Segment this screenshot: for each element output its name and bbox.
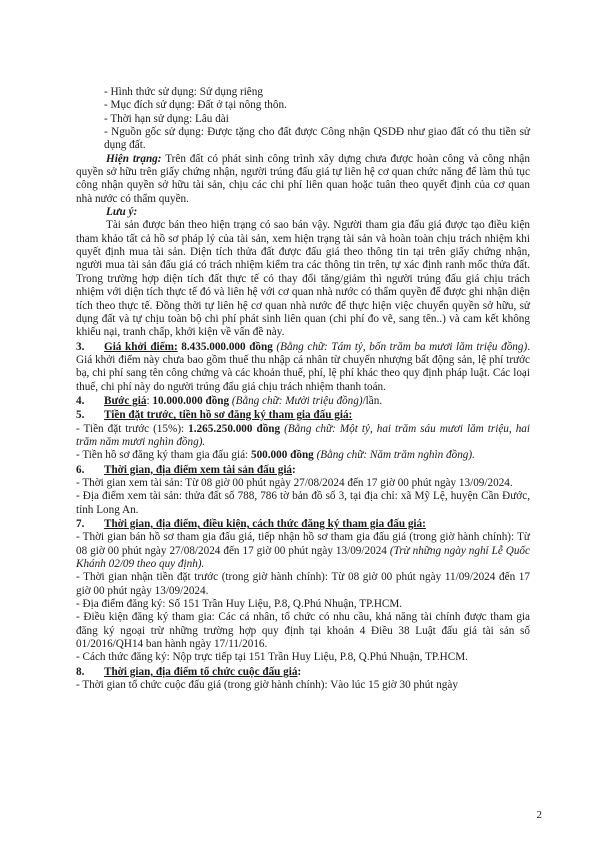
deposit-line: - Tiền đặt trước (15%): 1.265.250.000 đồng (Bằng chữ: Một tỷ, hai trăm sáu mươi lăm triệu, hai trăm năm mươi nghìn đồng). — [76, 422, 530, 448]
auction-time-line: - Thời gian tổ chức cuộc đấu giá (trong giờ hành chính): Vào lúc 15 giờ 30 phút ngày — [76, 679, 458, 692]
section-6-viewing-title: 6. Thời gian, địa điểm xem tài sản đấu giá: — [76, 463, 296, 476]
viewing-location-line: - Địa điểm xem tài sản: thửa đất số 788, 786 tờ bản đồ số 3, tại địa chỉ: xã Mỹ Lệ, huyện Cần Đước, tỉnh Long An. — [76, 490, 530, 516]
usage-form-item: - Hình thức sử dụng: Sử dụng riêng — [104, 86, 263, 98]
dossier-fee-amount: 500.000 đồng — [250, 449, 314, 462]
deposit-amount: 1.265.250.000 đồng — [188, 422, 281, 435]
dossier-sale-time-line: - Thời gian bán hồ sơ tham gia đấu giá, tiếp nhận hồ sơ tham gia đấu giá (trong giờ hành chính): Từ 08 giờ 00 phút ngày 27/08/2024 đến 17 giờ 00 phút ngày 13/09/2024 (Trừ những ngày nghỉ Lễ Quốc Khánh 02/09 theo quy định). — [76, 531, 530, 571]
usage-term-item: - Thời hạn sử dụng: Lâu dài — [104, 112, 229, 125]
usage-origin-item: - Nguồn gốc sử dụng: Được tặng cho đất được Công nhận QSDĐ như giao đất có thu tiền sử dụng đất. — [104, 126, 530, 152]
registration-location-line: - Địa điểm đăng ký: Số 151 Trần Huy Liệu, P.8, Q.Phú Nhuận, TP.HCM. — [76, 598, 403, 611]
deposit-words: (Bằng chữ: Một tỷ, hai trăm sáu mươi lăm triệu, hai trăm năm mươi nghìn đồng). — [76, 422, 530, 448]
section-3-title: Giá khởi điểm: — [104, 340, 178, 353]
starting-price-text: . Giá khởi điểm này chưa bao gồm thuế thu nhập cá nhân từ chuyển nhượng bất động sản, lệ phí trước bạ, chi phí sang tên công chứng và các khoản thuế, phí, lệ phí khác theo quy định pháp luật. Các loại thuế, chi phí này do người trúng đấu giá chịu trách nhiệm thanh toán. — [76, 340, 531, 393]
starting-price-amount: 8.435.000.000 đồng — [177, 340, 273, 353]
current-status-label: Hiện trạng: — [106, 152, 162, 165]
section-5-deposit-title: 5. Tiền đặt trước, tiền hồ sơ đăng ký tham gia đấu giá: — [76, 409, 353, 422]
deposit-time-line: - Thời gian nhận tiền đặt trước (trong giờ hành chính): Từ 08 giờ 00 phút ngày 11/09/2024 đến 17 giờ 00 phút ngày 13/09/2024. — [76, 571, 530, 597]
section-8-auction-title: 8. Thời gian, địa điểm tổ chức cuộc đấu giá: — [76, 665, 302, 678]
registration-method-line: - Cách thức đăng ký: Nộp trực tiếp tại 151 Trần Huy Liệu, P.8, Q.Phú Nhuận, TP.HCM. — [76, 651, 468, 664]
price-step-amount: 10.000.000 đồng — [152, 394, 230, 407]
price-step-words: (Bằng chữ: Mười triệu đồng) — [229, 394, 363, 407]
section-7-registration-title: 7. Thời gian, địa điểm, điều kiện, cách thức đăng ký tham gia đấu giá: — [76, 518, 426, 530]
page-number: 2 — [536, 809, 542, 821]
dossier-fee-words: (Bằng chữ: Năm trăm nghìn đồng). — [313, 449, 475, 462]
note-text: Tài sản được bán theo hiện trạng có sao bán vậy. Người tham gia đấu giá được tạo điều kiện tham khảo tất cả hồ sơ pháp lý của tài sản, xem hiện trạng tài sản và hoàn toàn chịu trách nhiệm khi quyết định mua tài sản. Diện tích thửa đất được đấu giá theo thông tin tại trên giấy chứng nhận, người mua tài sản đấu giá có trách nhiệm kiểm tra các thông tin trên, tự xác định ranh mốc thửa đất. Trong trường hợp diện tích đất thực tế có thay đổi tăng/giảm thì người trúng đấu giá chịu trách nhiệm với diện tích thực tế đó và liên hệ với cơ quan nhà nước có thẩm quyền để được ghi nhận diện tích theo thực tế. Đồng thời tự liên hệ cơ quan nhà nước để thực hiện việc chuyển quyền sở hữu, sử dụng đất và tự chịu toàn bộ chi phí phát sinh liên quan (chi phí đo vẽ, sang tên..) và cam kết không khiếu nại, tranh chấp, khởi kiện về vấn đề này. — [76, 219, 530, 339]
registration-conditions-line: - Điều kiện đăng ký tham gia: Các cá nhân, tổ chức có nhu cầu, khả năng tài chính được tham gia đăng ký ngoại trừ những trường hợp quy định tại khoản 4 Điều 38 Luật đấu giá tài sản số 01/2016/QH14 ban hành ngày 17/11/2016. — [76, 611, 530, 651]
section-3-starting-price: 3. Giá khởi điểm: 8.435.000.000 đồng (Bằng chữ: Tám tỷ, bốn trăm ba mươi lăm triệu đồng). Giá khởi điểm này chưa bao gồm thuế thu nhập cá nhân từ chuyển nhượng bất động sản, lệ phí trước bạ, chi phí sang tên công chứng và các khoản thuế, phí, lệ phí khác theo quy định pháp luật. Các loại thuế, chi phí này do người trúng đấu giá chịu trách nhiệm thanh toán. — [76, 340, 531, 393]
section-4-title: Bước giá — [104, 394, 147, 407]
note-label: Lưu ý: — [106, 206, 138, 219]
current-status-text: Trên đất có phát sinh công trình xây dựng chưa được hoàn công và công nhận quyền sở hữu trên giấy chứng nhận, người trúng đấu giá tự liên hệ cơ quan chức năng để làm thủ tục công nhận quyền sở hữu tài sản, chịu các chi phí liên quan hoặc tuân theo quyết định của cơ quan nhà nước có thẩm quyền. — [76, 152, 530, 205]
document-body — [76, 86, 530, 692]
viewing-time-line: - Thời gian xem tài sản: Từ 08 giờ 00 phút ngày 27/08/2024 đến 17 giờ 00 phút ngày 13/09/2024. — [76, 476, 513, 489]
usage-purpose-item: - Mục đích sử dụng: Đất ở tại nông thôn. — [104, 99, 287, 112]
starting-price-words: (Bằng chữ: Tám tỷ, bốn trăm ba mươi lăm triệu đồng) — [272, 340, 528, 353]
section-4-price-step: 4. Bước giá: 10.000.000 đồng (Bằng chữ: Mười triệu đồng)/lần. — [76, 394, 383, 407]
dossier-fee-line: - Tiền hồ sơ đăng ký tham gia đấu giá: 500.000 đồng (Bằng chữ: Năm trăm nghìn đồng). — [76, 449, 475, 462]
current-status-paragraph — [76, 153, 530, 206]
